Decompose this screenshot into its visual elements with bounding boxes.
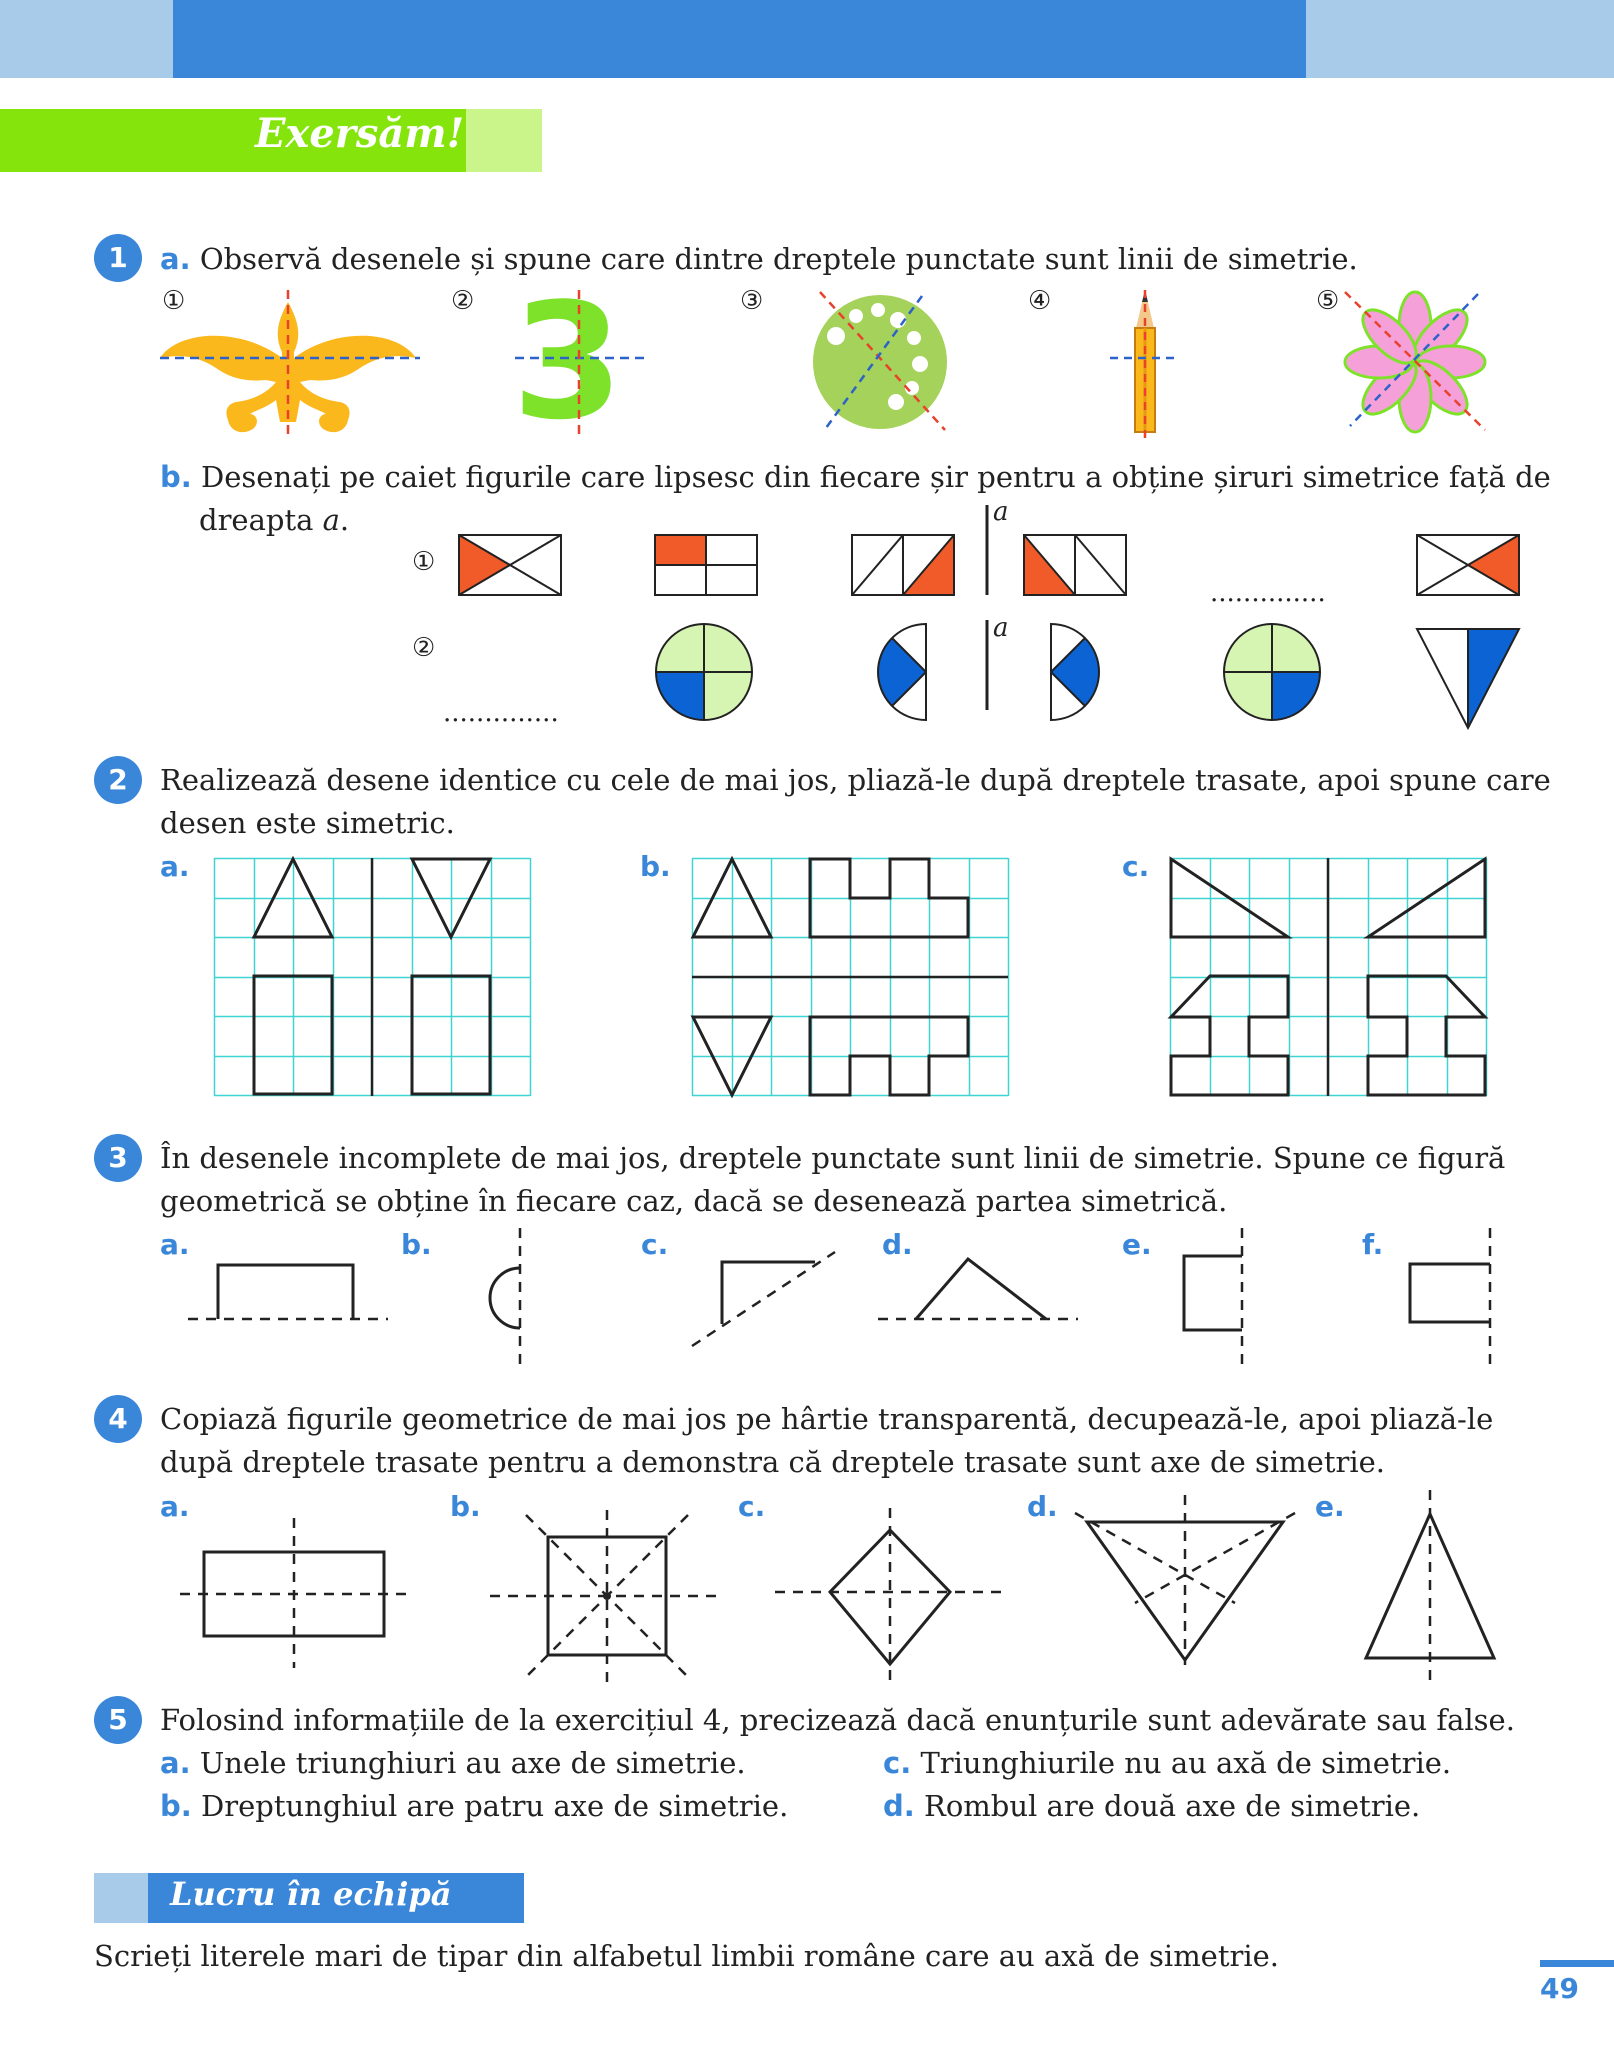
digit-three-axes (515, 290, 650, 440)
exercise-4b-label: b. (450, 1490, 481, 1523)
isosceles-triangle-with-axis (1360, 1490, 1500, 1680)
exercise-4d-label: d. (1027, 1490, 1058, 1523)
exercise-5-number: 5 (94, 1696, 142, 1744)
exercise-3e-label: e. (1122, 1228, 1152, 1261)
figure-number-1: ① (162, 286, 186, 316)
row2-circle-left (654, 622, 754, 722)
exercise-4e-label: e. (1315, 1490, 1345, 1523)
header-bar-left (0, 0, 173, 78)
exercise-4-text-line1: Copiază figurile geometrice de mai jos pe hârtie transparentă, decupează-le, apoi pliază-le (160, 1402, 1494, 1436)
row2-semicircle-left (876, 622, 928, 722)
section-banner-accent (466, 109, 542, 172)
row1-diagonal-right (1023, 534, 1127, 596)
exercise-5c-statement: Triunghiurile nu au axă de simetrie. (920, 1746, 1452, 1780)
exercise-1b-line2-post: . (339, 503, 350, 537)
row2-semicircle-right (1049, 622, 1101, 722)
incomplete-figure-b (470, 1228, 530, 1368)
pencil-figure (1110, 290, 1180, 440)
exercise-2-text-line2: desen este simetric. (160, 806, 455, 840)
row-number-1: ① (412, 547, 436, 577)
exercise-3-text-line2: geometrică se obține în fiecare caz, dacă se desenează partea simetrică. (160, 1184, 1228, 1218)
exercise-1b-text (160, 456, 1551, 499)
row-number-2: ② (412, 633, 436, 663)
exercise-1b-text-line2 (199, 499, 349, 542)
exercise-3-number: 3 (94, 1134, 142, 1182)
figure-number-2: ② (451, 286, 475, 316)
exercise-3b-label: b. (401, 1228, 432, 1261)
exercise-3c-label: c. (641, 1228, 669, 1261)
exercise-3d-label: d. (882, 1228, 913, 1261)
row1-quad-rect (654, 534, 758, 596)
row1-envelope-left (458, 534, 562, 596)
exercise-5b-statement: Dreptunghiul are patru axe de simetrie. (201, 1789, 789, 1823)
exercise-4a-label: a. (160, 1490, 190, 1523)
row2-blank-dots: .............. (443, 698, 559, 728)
equilateral-triangle-with-axes (1075, 1495, 1295, 1670)
rectangle-with-axes (180, 1518, 410, 1668)
grid-c (1170, 858, 1486, 1096)
header-bar-right (1306, 0, 1614, 78)
exercise-2-text-line1: Realizează desene identice cu cele de mai jos, pliază-le după dreptele trasate, apoi spune care (160, 763, 1551, 797)
exercise-5c-item (883, 1742, 1451, 1785)
row1-blank-dots: .............. (1210, 578, 1326, 608)
axis-label-a-2: a (993, 613, 1009, 643)
exercise-3f-label: f. (1362, 1228, 1384, 1261)
exercise-5c-label: c. (883, 1746, 912, 1780)
exercise-5b-item (160, 1785, 788, 1828)
exercise-5a-statement: Unele triunghiuri au axe de simetrie. (199, 1746, 746, 1780)
team-banner-accent (94, 1873, 148, 1923)
exercise-2c-label: c. (1122, 850, 1150, 883)
figure-number-3: ③ (740, 286, 764, 316)
team-title: Lucru în echipă (170, 1875, 452, 1913)
incomplete-figure-e (1178, 1228, 1248, 1368)
exercise-1-number: 1 (94, 234, 142, 282)
grid-b (692, 858, 1008, 1096)
fleur-de-lis-figure (160, 290, 420, 440)
axis-label-a-1: a (993, 497, 1009, 527)
exercise-5-text: Folosind informațiile de la exercițiul 4, precizează dacă enunțurile sunt adevărate sau false. (160, 1703, 1515, 1737)
exercise-5a-label: a. (160, 1746, 191, 1780)
exercise-1b-label: b. (160, 460, 192, 494)
exercise-2a-label: a. (160, 850, 190, 883)
team-text: Scrieți literele mari de tipar din alfabetul limbii române care au axă de simetrie. (94, 1939, 1280, 1973)
digit-three-figure: 3 (512, 268, 624, 455)
exercise-1a-text (160, 238, 1358, 281)
palette-figure (800, 290, 960, 440)
row1-diagonal-left (851, 534, 955, 596)
incomplete-figure-a (188, 1255, 388, 1325)
exercise-1b-statement: Desenați pe caiet figurile care lipsesc din fiecare șir pentru a obține șiruri simetrice față de (201, 460, 1551, 494)
exercise-5a-item (160, 1742, 746, 1785)
exercise-2b-label: b. (640, 850, 671, 883)
header-bar-main (173, 0, 1306, 78)
exercise-3a-label: a. (160, 1228, 190, 1261)
row2-triangle (1416, 628, 1520, 732)
incomplete-figure-c (690, 1250, 840, 1350)
row2-circle-right (1222, 622, 1322, 722)
exercise-1a-label: a. (160, 242, 191, 276)
figure-number-5: ⑤ (1316, 286, 1340, 316)
page-number: 49 (1540, 1972, 1579, 2005)
incomplete-figure-f (1406, 1228, 1496, 1368)
square-with-axes (490, 1510, 720, 1682)
symmetry-axis-a (984, 505, 1014, 710)
exercise-5d-label: d. (883, 1789, 915, 1823)
exercise-5b-label: b. (160, 1789, 192, 1823)
exercise-2-number: 2 (94, 756, 142, 804)
incomplete-figure-d (878, 1255, 1078, 1325)
exercise-5d-statement: Rombul are două axe de simetrie. (924, 1789, 1421, 1823)
exercise-4-number: 4 (94, 1395, 142, 1443)
exercise-1b-line2-pre: dreapta (199, 503, 323, 537)
flower-figure (1340, 290, 1490, 440)
line-a-variable: a (322, 503, 340, 537)
exercise-5d-item (883, 1785, 1420, 1828)
exercise-1a-statement: Observă desenele și spune care dintre dreptele punctate sunt linii de simetrie. (199, 242, 1358, 276)
row1-envelope-right (1416, 534, 1520, 596)
grid-a (214, 858, 530, 1096)
figure-number-4: ④ (1028, 286, 1052, 316)
exercise-4c-label: c. (738, 1490, 766, 1523)
rhombus-with-axes (775, 1508, 1005, 1686)
section-title: Exersăm! (255, 110, 465, 157)
exercise-4-text-line2: după dreptele trasate pentru a demonstra că dreptele trasate sunt axe de simetrie. (160, 1445, 1385, 1479)
page-number-bar (1540, 1960, 1614, 1967)
exercise-3-text-line1: În desenele incomplete de mai jos, dreptele punctate sunt linii de simetrie. Spune ce figură (160, 1141, 1506, 1175)
